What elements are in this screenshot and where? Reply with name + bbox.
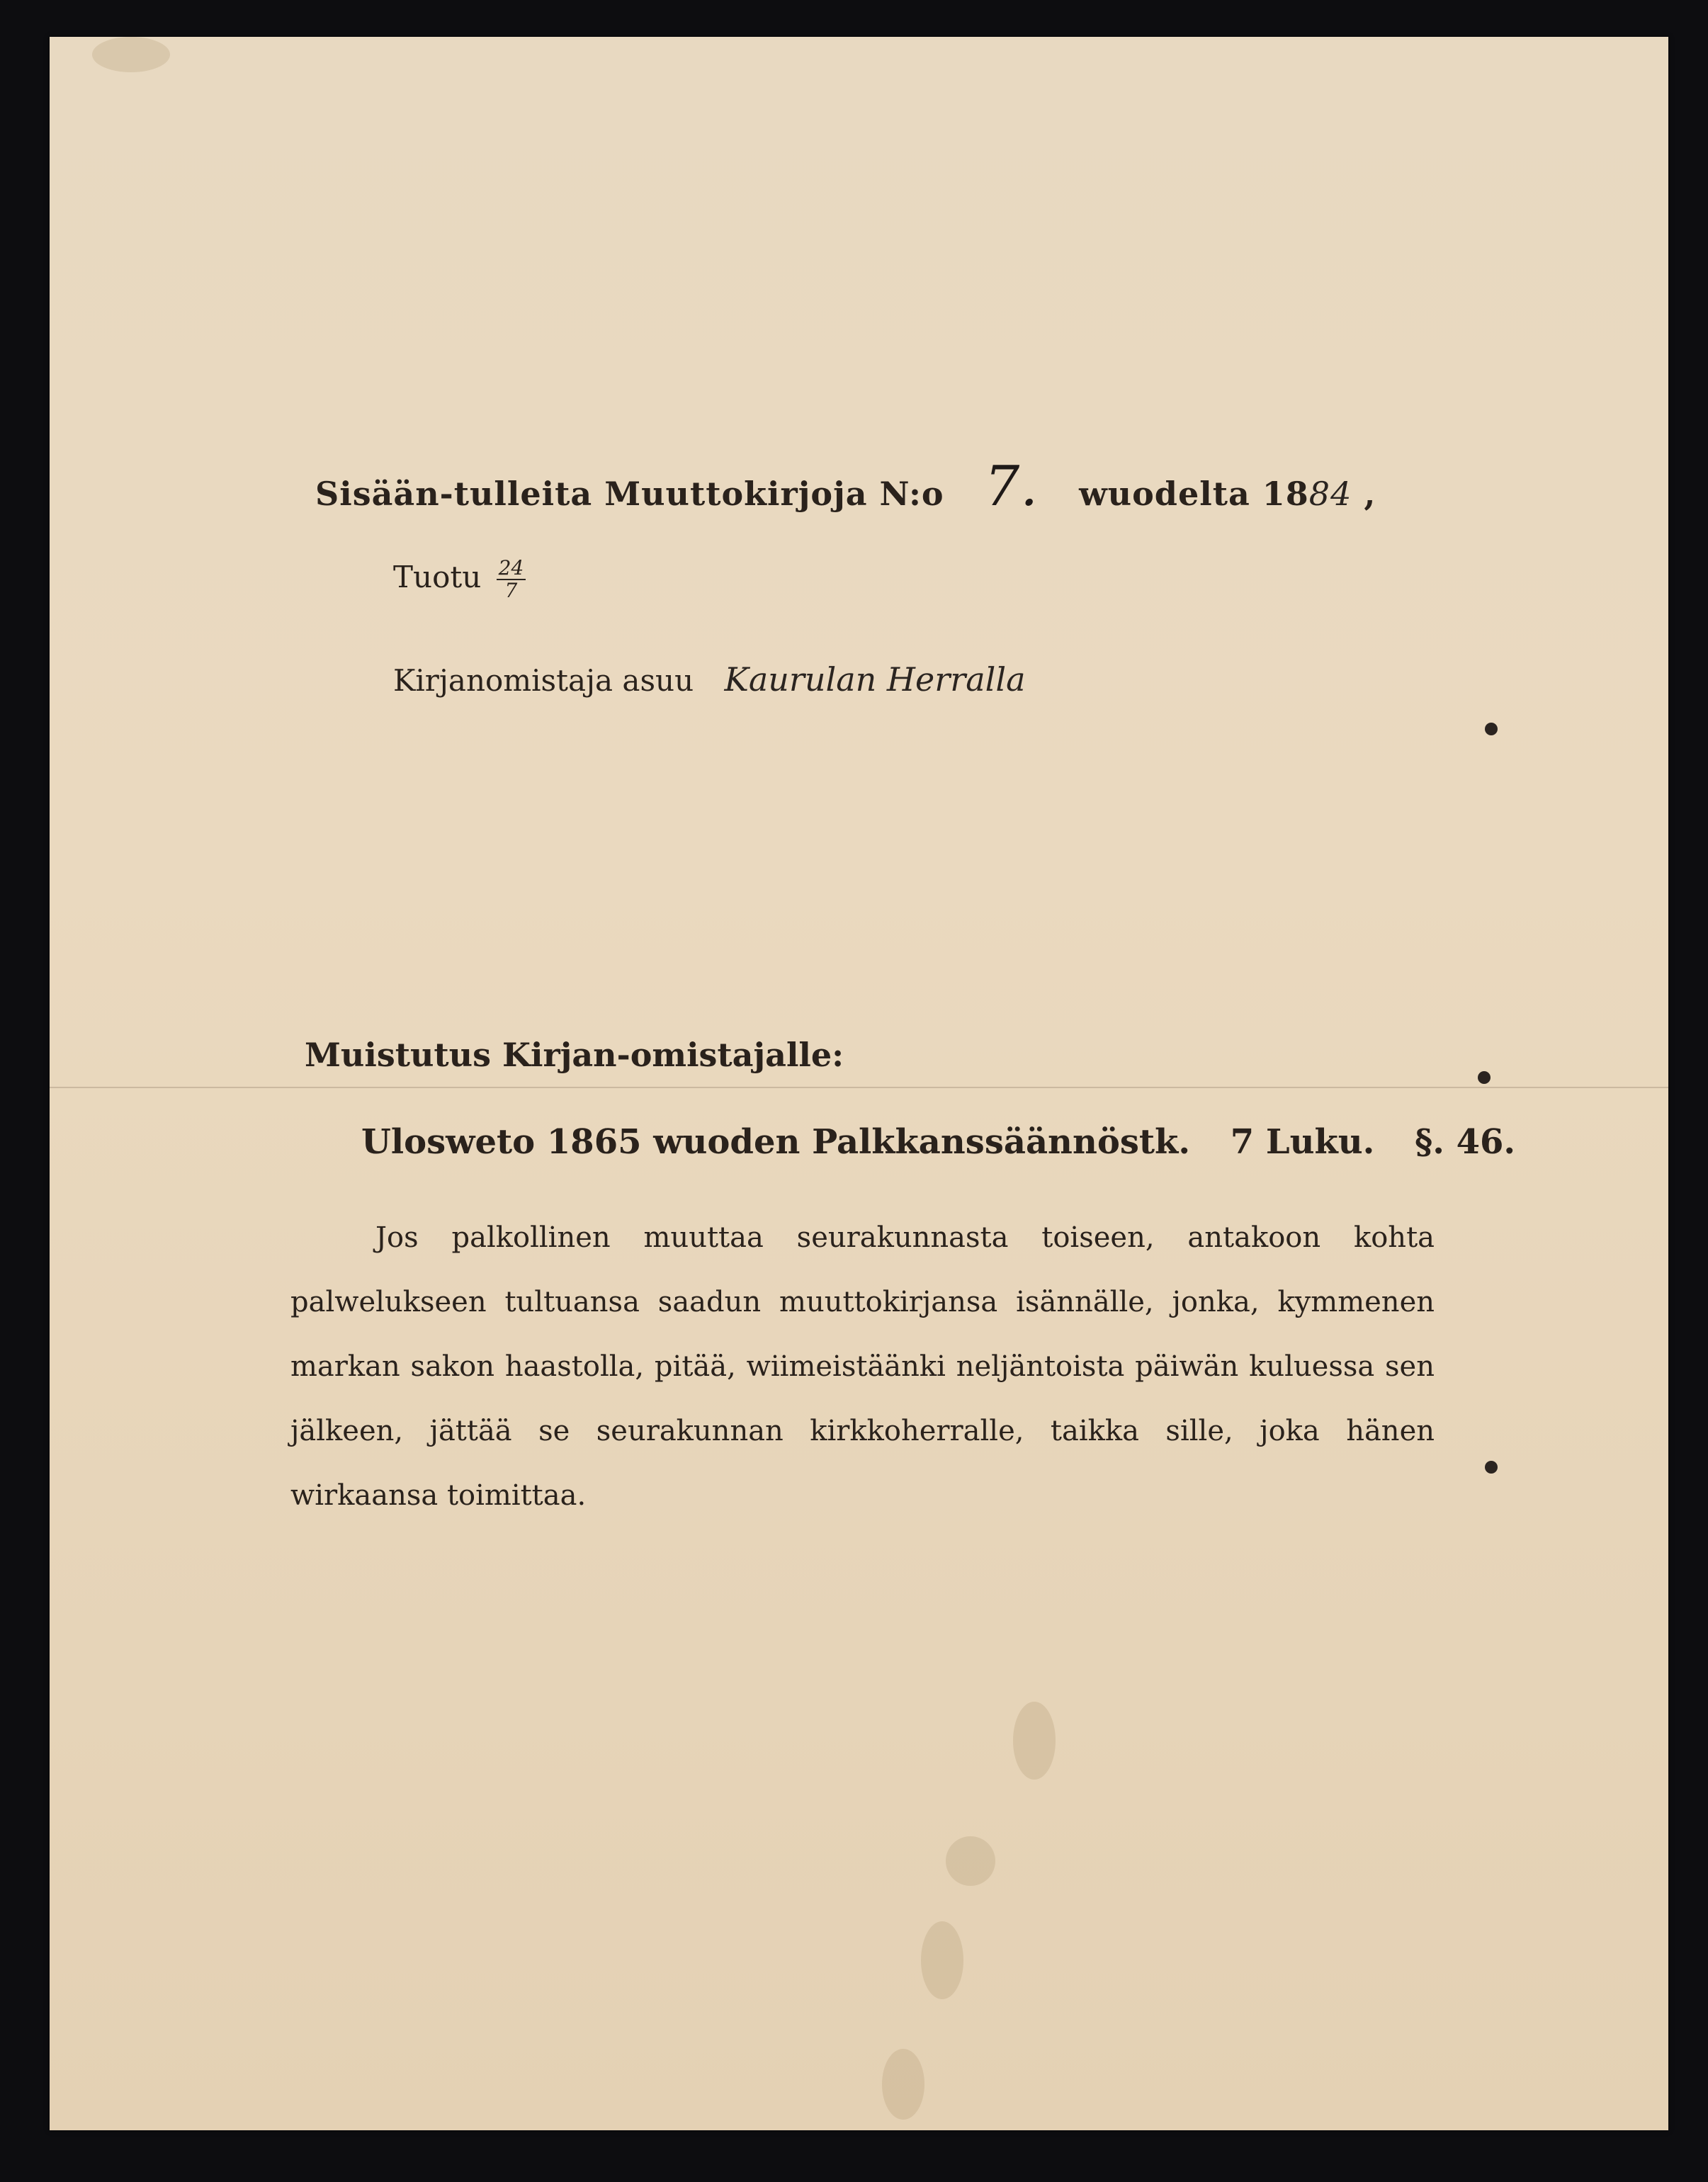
title-prefix: Sisään-tulleita Muuttokirjoja N:o [315, 475, 944, 513]
water-stain [1013, 1702, 1056, 1780]
tuotu-date [497, 558, 526, 601]
tuotu-label: Tuotu [393, 560, 482, 594]
owner-value: Kaurulan Herralla [724, 660, 1026, 699]
water-stain [921, 1921, 963, 1999]
water-stain [92, 37, 170, 72]
year-label: wuodelta 18 [1079, 475, 1309, 513]
punch-hole [1478, 1071, 1491, 1084]
title-trailing: , [1364, 475, 1376, 513]
punch-hole [1485, 723, 1498, 735]
water-stain [946, 1836, 995, 1886]
document-page [50, 37, 1668, 2130]
register-title [315, 455, 1376, 519]
water-stain [882, 2049, 924, 2120]
tuotu-month: 7 [504, 579, 518, 602]
reminder-title: Muistutus Kirjan-omistajalle: [305, 1036, 844, 1074]
owner-label: Kirjanomistaja asuu [393, 663, 694, 698]
punch-hole [1485, 1461, 1498, 1474]
tuotu-day: 24 [497, 558, 526, 580]
law-reference [361, 1122, 1515, 1162]
tuotu-field [393, 558, 526, 601]
fold-crease [50, 1087, 1668, 1088]
law-body-text: Jos palkollinen muuttaa seurakunnasta toiseen, antakoon kohta palwelukseen tultuansa saadun muuttokirjansa isännälle, jonka, kymmenen markan sakon haastolla, pitää, wiimeistäänki neljäntoista päiwän kuluessa sen jälkeen, jättää se seurakunnan kirkkoherralle, taikka sille, joka hänen wirkaansa toimittaa. [290, 1221, 1435, 1512]
law-section: §. 46. [1415, 1122, 1516, 1162]
handwritten-number: 7. [984, 455, 1039, 519]
owner-field [393, 660, 1026, 699]
law-chapter: 7 Luku. [1230, 1122, 1375, 1162]
law-ref-text: Ulosweto 1865 wuoden Palkkanssäännöstk. [361, 1122, 1191, 1162]
law-body [290, 1206, 1435, 1528]
handwritten-year: 84 [1308, 475, 1352, 513]
